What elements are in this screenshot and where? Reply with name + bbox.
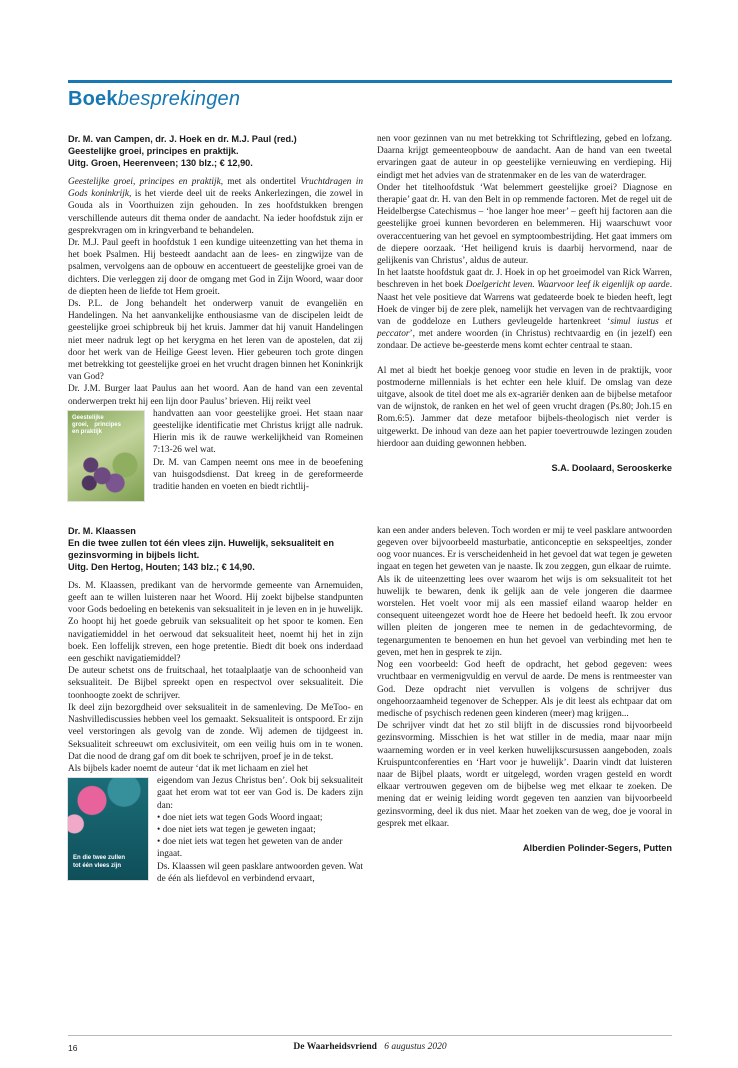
review2-title: En die twee zullen tot één vlees zijn. Huwelijk, seksualiteit en gezinsvorming in bijbels licht. bbox=[68, 537, 335, 560]
review-paragraph: Ds. M. Klaassen, predikant van de hervormde gemeente van Arnemuiden, geeft aan te willen luisteren naar het Woord. Hij zoekt bijbelse standpunten voor Gods bedoeling en betekenis van seksualiteit in je leven en in je huwelijk. Zo hoopt hij het goede gebruik van seksualiteit op het spoor te komen. Een navigatiemiddel in het oerwoud dat seksualiteit heet, noemt hij het in zijn boek. Een loffelijk streven, een hoge pretentie. Biedt dit boek ons inderdaad een geschikt navigatiemiddel? bbox=[68, 580, 363, 665]
review1-left-column bbox=[68, 133, 363, 503]
section-title bbox=[68, 88, 672, 111]
book-cover-title: Geestelijke groei, principes en praktijk bbox=[72, 414, 121, 435]
review-paragraph: Ik deel zijn bezorgdheid over seksualiteit in de samenleving. De MeToo- en Nashvillediscussies hebben veel los gemaakt. Seksualiteit is ontspoord. Er zijn veel verstoringen als gevolg van de zonde. Wij ademen de tijdgeest in. Seksualiteit schreeuwt om exclusiviteit, om een veilig huis om in te wonen. Dat die nood de drang gaf om dit boek te schrijven, proef je in de tekst. bbox=[68, 702, 363, 762]
review-paragraph: Als bijbels kader noemt de auteur ‘dat ik met lichaam en ziel het bbox=[68, 763, 309, 774]
bullet-item: • doe niet iets wat tegen je geweten ingaat; bbox=[157, 824, 316, 835]
review2-authors: Dr. M. Klaassen bbox=[68, 525, 136, 536]
review-paragraph: nen voor gezinnen van nu met betrekking tot Schriftlezing, gebed en lofzang. Daarna krijgt gemeenteopbouw de aandacht. Aan de hand van een tweetal ervaringen gaat de auteur in op geestelijke vernieuwing en verdieping. Hij eindigt met het advies van de stratenmaker en de les van de waterdrager. bbox=[377, 134, 672, 181]
book-cover-en-die-twee bbox=[68, 778, 148, 880]
review-paragraph: eigendom van Jezus Christus ben’. Ook bij seksualiteit gaat het erom wat tot eer van God is. De kaders zijn dan: bbox=[157, 776, 363, 811]
bullet-item: • doe niet iets wat tegen Gods Woord ingaat; bbox=[157, 812, 323, 823]
footer-divider bbox=[68, 1035, 672, 1036]
review-paragraph: In het laatste hoofdstuk gaat dr. J. Hoek in op het groeimodel van Rick Warren, beschreven in het boek Doelgericht leven. Waarvoor leef ik eigenlijk op aarde. Naast het vele positieve dat Warrens wat gedateerde boek te bieden heeft, legt Hoek de vinger bij de zere plek, namelijk het vervagen van de rechtvaardiging van de goddeloze en Luthers gevleugelde hartenkreet ‘simul iustus et peccator’, met andere woorden (in Christus) rechtvaardig en (in jezelf) een zondaar. De actieve be-geesterde mens komt echter centraal te staan. bbox=[377, 268, 673, 352]
review1-authors: Dr. M. van Campen, dr. J. Hoek en dr. M.J. Paul (red.) bbox=[68, 134, 297, 144]
review-paragraph: Nog een voorbeeld: God heeft de opdracht, het gebod gegeven: wees vruchtbaar en vermenigvuldig en vervul de aarde. De mens is rentmeester van God. Deze opdracht niet vervullen is volgens de schrijver dus ongehoorzaamheid tegenover de Schepper. Als je dit leest als echtpaar dat om medische of psychisch redenen geen kinderen (meer) mag krijgen... bbox=[377, 660, 672, 719]
page-number: 16 bbox=[68, 1043, 78, 1053]
review-paragraph: Dr. M. van Campen neemt ons mee in de beoefening van huisgodsdienst. Dat kreeg in de gereformeerde traditie handen en voeten en biedt richtlij- bbox=[153, 457, 363, 493]
review-paragraph: Ds. P.L. de Jong behandelt het onderwerp vanuit de evangeliën en Handelingen. Na het aanvankelijke enthousiasme van de discipelen leidt de geestelijke groei schipbreuk bij het kruis. Jammer dat hij vanuit Handelingen niet meer nadruk legt op het kerygma en het leren van de apostelen, dat zij door het werk van de Heilige Geest leven. Hier gebeuren toch grote dingen met betrekking tot geestelijke groei en het vrucht dragen binnen het Koninkrijk van God? bbox=[68, 299, 363, 383]
review1-signature: S.A. Doolaard, Serooskerke bbox=[551, 463, 672, 474]
review-paragraph: Onder het titelhoofdstuk ‘Wat belemmert geestelijke groei? Diagnose en therapie’ gaat dr. H. van den Belt in op remmende factoren. Met de regel uit de Heidelbergse Catechismus – ‘hoe langer hoe meer’ – geeft hij factoren aan die geestelijke groei kunnen bevorderen en belemmeren. Hij waarschuwt voor overaccentuering van het gevoel en symptoombestrijding. Het gaat immers om de diepere oorzaak. ‘Het heiligend kruis is daarbij hervormend, naar de gelijkenis van Christus’, aldus de auteur. bbox=[377, 182, 672, 267]
review-paragraph: Dr. J.M. Burger laat Paulus aan het woord. Aan de hand van een zevental onderwerpen trekt hij een lijn door Paulus’ brieven. Hij reikt veel bbox=[68, 384, 363, 407]
book-review-2 bbox=[68, 525, 672, 885]
review2-head bbox=[68, 525, 363, 573]
review-paragraph: handvatten aan voor geestelijke groei. Het staan naar geestelijke identificatie met Christus krijgt alle nadruk. Hierin mis ik de rauwe werkelijkheid van Romeinen 7:13-26 wel wat. bbox=[153, 408, 363, 456]
review1-head bbox=[68, 133, 363, 169]
book-cover-geestelijke-groei bbox=[68, 411, 144, 501]
page-footer bbox=[68, 1035, 672, 1052]
publication-date: 6 augustus 2020 bbox=[384, 1042, 447, 1052]
section-title-italic: besprekingen bbox=[117, 88, 241, 110]
review2-signature: Alberdien Polinder-Segers, Putten bbox=[522, 842, 672, 853]
review-paragraph: Ds. Klaassen wil geen pasklare antwoorden geven. Wat de één als liefdevol en verbindend ervaart, bbox=[157, 861, 363, 884]
publication-name: De Waarheidsvriend bbox=[293, 1042, 377, 1052]
bullet-item: • doe niet iets wat tegen het geweten van de ander ingaat. bbox=[157, 837, 343, 860]
review1-title: Geestelijke groei, principes en praktijk. bbox=[68, 146, 239, 156]
review2-left-column bbox=[68, 525, 363, 885]
review1-right-column bbox=[377, 133, 672, 503]
section-title-bold: Boek bbox=[68, 88, 118, 110]
review-paragraph: Dr. M.J. Paul geeft in hoofdstuk 1 een kundige uiteenzetting van het thema in het boek Psalmen. Hij besteedt aandacht aan de lees- en zingwijze van de psalmen, vervolgens aan de opbouw en accentueert de geestelijke groei van de dichters. Die verleggen zij door de omgang met God in Zijn Woord, waar door de diepten heen de liefde tot Hem groeit. bbox=[68, 238, 363, 297]
review-paragraph: Al met al biedt het boekje genoeg voor studie en leven in de praktijk, voor postmoderne millennials is het echter een hele kluif. De omslag van deze uitgave, alsook de titel doet me als ex-agrariër denken aan de bijbelse metafoor van de wijnstok, de ranken en het wel of geen vrucht dragen (Ps.80; Joh.15 en Rom.6:5). Jammer dat deze metafoor bijbels-theologisch niet verder is uitgewerkt. De inhoud van deze aan het papier toevertrouwde lezingen zouden hierdoor aan duiding gewonnen hebben. bbox=[377, 365, 672, 449]
book-review-1 bbox=[68, 133, 672, 503]
review-paragraph: Als ik de uiteenzetting lees over waarom het wijs is om seksualiteit tot het huwelijk te bewaren, denk ik gelijk aan de vele jongeren die daarmee worstelen. Het voelt voor mij als een massief eiland waarop helder en consequent uiteengezet wordt hoe de Heere het bedoeld heeft. Ik zou ervoor willen pleiten de jongeren mee te nemen in de gedachtevorming, de tegenargumenten te benoemen en hun het gevoel van verbinding met hen te geven, met hen in gesprek te zijn. bbox=[377, 574, 672, 658]
review1-publisher: Uitg. Groen, Heerenveen; 130 blz.; € 12,90. bbox=[68, 158, 253, 168]
review-paragraph: kan een ander anders beleven. Toch worden er mij te veel pasklare antwoorden gegeven over bijvoorbeeld masturbatie, anticonceptie en sekspeeltjes, zonder oog voor nuances. Er is verscheidenheid in het gevoel dat wat tegen je geweten ingaat en tegen het geweten van je naaste. Ik zou zeggen, gun elkaar de ruimte. bbox=[377, 525, 672, 573]
review-paragraph: De schrijver vindt dat het zo stil blijft in de discussies rond bijvoorbeeld gezinsvorming. Misschien is het wat stiller in de media, maar naar mijn waarneming worden er in veel kerken huwelijkscursussen aangeboden, zoals Kruispuntconferenties en ‘Hart voor je huwelijk’. Daarin vindt dat luisteren naar de Bijbel plaats, wordt er uitgelegd, worden vragen gesteld en wordt elkaar vertrouwen gegeven om de bijbelse weg met elkaar te zoeken. De mening dat er weinig leiding wordt gegeven ten aanzien van bijvoorbeeld gezinsvorming, deel ik dus niet. Maar het zoeken van de weg, doe je vooral in gesprek met elkaar. bbox=[377, 721, 672, 829]
review2-publisher: Uitg. Den Hertog, Houten; 143 blz.; € 14,90. bbox=[68, 561, 255, 572]
section-divider-rule bbox=[68, 80, 672, 83]
review2-right-column bbox=[377, 525, 672, 885]
book-cover-title: En die twee zullen tot één vlees zijn bbox=[73, 855, 125, 869]
review-paragraph: De auteur schetst ons de fruitschaal, het totaalplaatje van de schoonheid van seksualiteit. De Bijbel spreekt open en respectvol over seksualiteit. Die toonhoogte zoekt de schrijver. bbox=[68, 666, 363, 701]
review-paragraph: Geestelijke groei, principes en praktijk, met als ondertitel Vruchtdragen in Gods koninkrijk, is het vierde deel uit de reeks Ankerlezingen, die zowel in Gouda als in Voorthuizen zijn gehouden. In zes hoofdstukken brengen verschillende auteurs dit thema onder de aandacht. Na ieder hoofdstuk zijn er gesprekvragen om in kringverband te behandelen. bbox=[68, 177, 363, 236]
